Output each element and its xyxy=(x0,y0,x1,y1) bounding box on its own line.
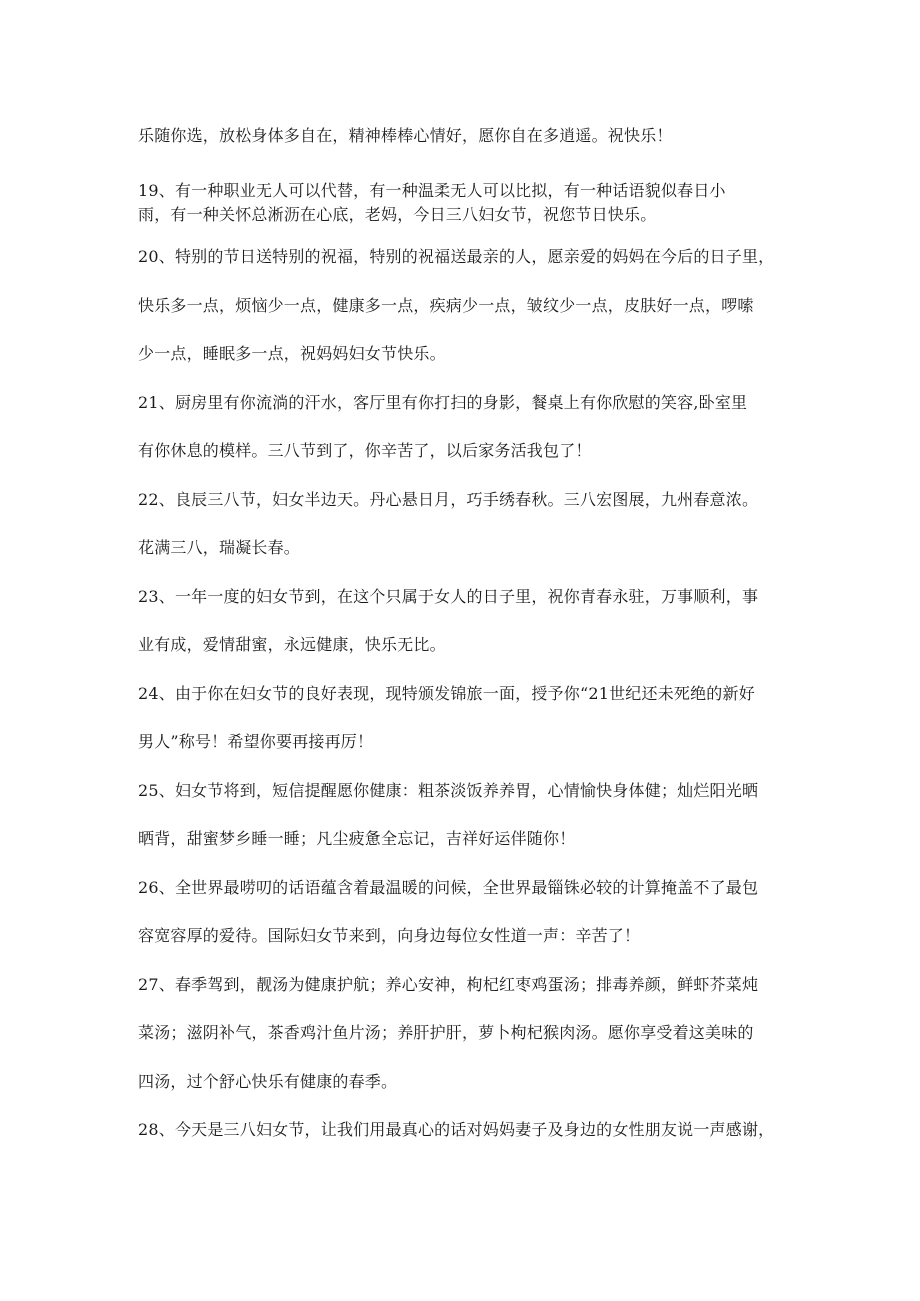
text-line: 容宽容厚的爱待。国际妇女节来到，向身边每位女性道一声：辛苦了！ xyxy=(138,926,641,945)
text-line: 业有成，爱情甜蜜，永远健康，快乐无比。 xyxy=(138,635,446,654)
text-line: 少一点，睡眠多一点，祝妈妈妇女节快乐。 xyxy=(138,344,446,363)
text-line: 男人”称号！希望你要再接再厉！ xyxy=(138,732,374,751)
text-line: 有你休息的模样。三八节到了，你辛苦了，以后家务活我包了！ xyxy=(138,441,592,460)
text-line: 20、特别的节日送特别的祝福，特别的祝福送最亲的人，愿亲爱的妈妈在今后的日子里， xyxy=(138,247,775,266)
text-line: 25、妇女节将到，短信提醒愿你健康：粗茶淡饭养养胃，心情愉快身体健；灿烂阳光晒 xyxy=(138,781,759,800)
text-line: 雨，有一种关怀总淅沥在心底，老妈，今日三八妇女节，祝您节日快乐。 xyxy=(138,205,657,224)
text-line: 菜汤；滋阴补气，茶香鸡汁鱼片汤；养肝护肝，萝卜枸杞猴肉汤。愿你享受着这美味的 xyxy=(138,1023,754,1042)
text-line: 24、由于你在妇女节的良好表现，现特颁发锦旅一面，授予你“21世纪还未死绝的新好 xyxy=(138,684,755,703)
text-line: 21、厨房里有你流淌的汗水，客厅里有你打扫的身影，餐桌上有你欣慰的笑容,卧室里 xyxy=(138,393,748,412)
text-line: 22、良辰三八节，妇女半边天。丹心悬日月，巧手绣春秋。三八宏图展，九州春意浓。 xyxy=(138,490,759,509)
text-line: 28、今天是三八妇女节，让我们用最真心的话对妈妈妻子及身边的女性朋友说一声感谢， xyxy=(138,1120,775,1139)
text-line: 四汤，过个舒心快乐有健康的春季。 xyxy=(138,1072,398,1091)
text-line: 乐随你选，放松身体多自在，精神棒棒心情好，愿你自在多逍遥。祝快乐！ xyxy=(138,126,673,145)
text-line: 26、全世界最唠叨的话语蕴含着最温暖的问候，全世界最锱铢必较的计算掩盖不了最包 xyxy=(138,878,759,897)
text-line: 23、一年一度的妇女节到，在这个只属于女人的日子里，祝你青春永驻，万事顺利，事 xyxy=(138,587,759,606)
text-line: 花满三八，瑞凝长春。 xyxy=(138,538,301,557)
text-line: 晒背，甜蜜梦乡睡一睡；凡尘疲惫全忘记，吉祥好运伴随你！ xyxy=(138,829,576,848)
text-line: 27、春季驾到，靓汤为健康护航；养心安神，枸杞红枣鸡蛋汤；排毒养颜，鲜虾芥菜炖 xyxy=(138,975,759,994)
text-line: 19、有一种职业无人可以代替，有一种温柔无人可以比拟，有一种话语貌似春日小 xyxy=(138,181,726,200)
text-line: 快乐多一点，烦恼少一点，健康多一点，疾病少一点，皱纹少一点，皮肤好一点，啰嗦 xyxy=(138,296,754,315)
